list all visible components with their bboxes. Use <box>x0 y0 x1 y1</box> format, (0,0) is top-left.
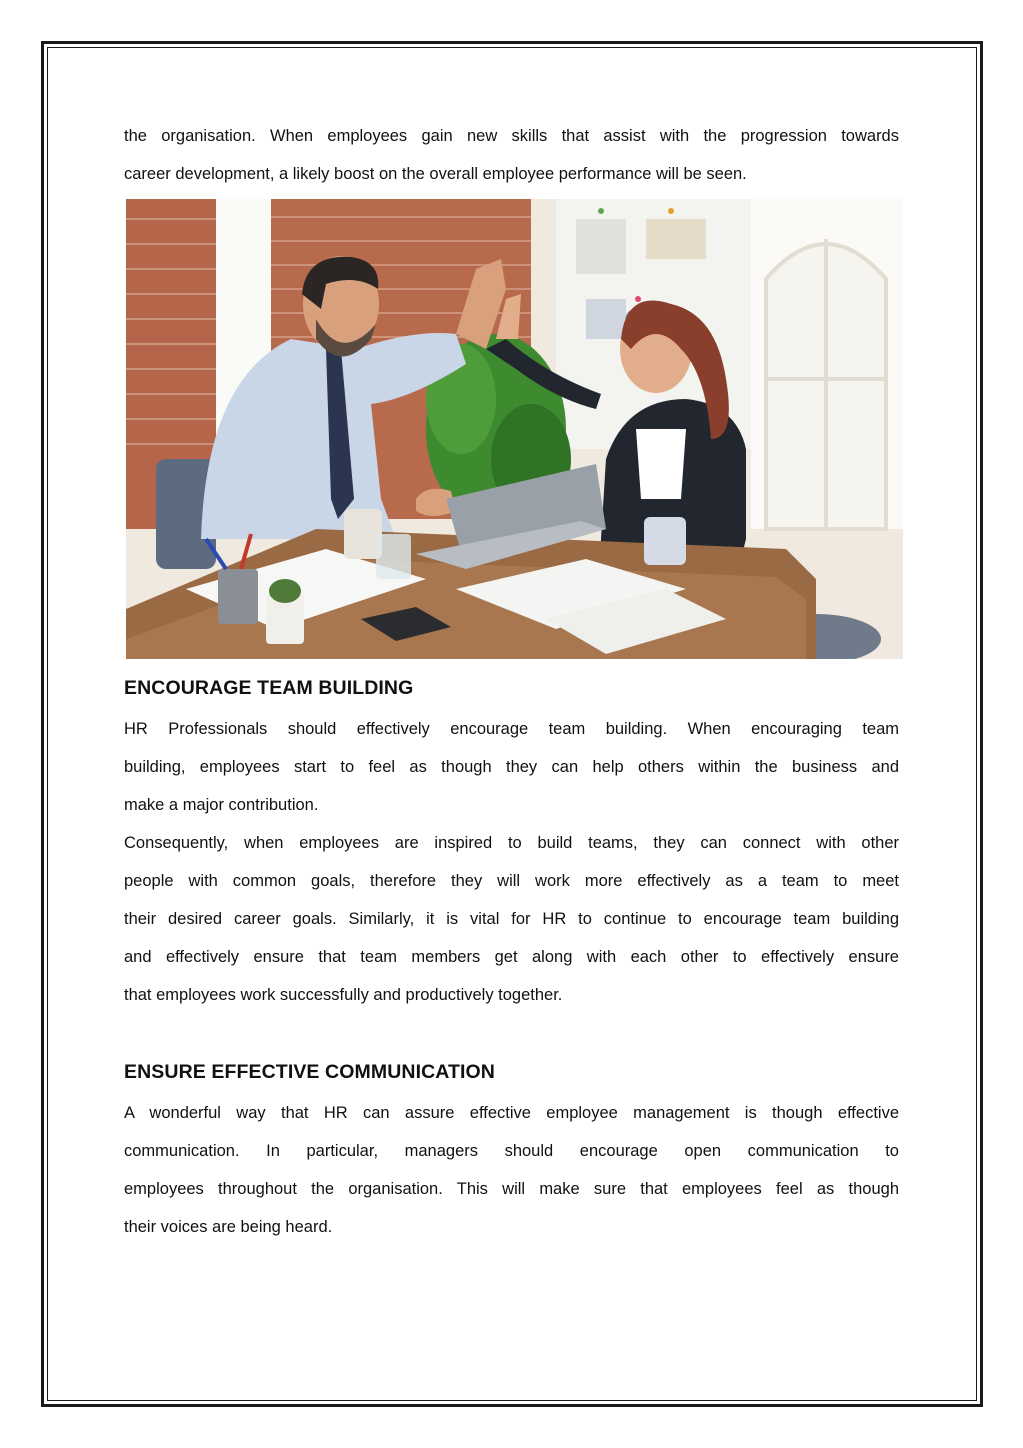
para3-line-3: employees throughout the organisation. This will make sure that employees feel as though <box>124 1180 899 1198</box>
para3-line-1: A wonderful way that HR can assure effective employee management is though effective <box>124 1104 899 1122</box>
para2-line-1: Consequently, when employees are inspired to build teams, they can connect with other <box>124 834 899 852</box>
intro-paragraph <box>124 117 899 193</box>
office-high-five-photo <box>126 199 903 659</box>
section-team-building-body <box>124 710 899 1014</box>
para1-line-1: HR Professionals should effectively encourage team building. When encouraging team <box>124 720 899 738</box>
section-heading-communication: ENSURE EFFECTIVE COMMUNICATION <box>124 1061 495 1083</box>
para2-line-2: people with common goals, therefore they will work more effectively as a team to meet <box>124 872 899 890</box>
para3-line-4: their voices are being heard. <box>124 1218 333 1236</box>
para1-line-2: building, employees start to feel as though they can help others within the business and <box>124 758 899 776</box>
para1-line-3: make a major contribution. <box>124 796 319 814</box>
section-communication-body <box>124 1094 899 1246</box>
para2-line-5: that employees work successfully and productively together. <box>124 986 563 1004</box>
para2-line-3: their desired career goals. Similarly, it is vital for HR to continue to encourage team building <box>124 910 899 928</box>
para2-line-4: and effectively ensure that team members get along with each other to effectively ensure <box>124 948 899 966</box>
intro-line-2: career development, a likely boost on the overall employee performance will be seen. <box>124 165 747 183</box>
section-heading-team-building: ENCOURAGE TEAM BUILDING <box>124 677 414 699</box>
intro-line-1: the organisation. When employees gain new skills that assist with the progression towards <box>124 127 899 145</box>
para3-line-2: communication. In particular, managers should encourage open communication to <box>124 1142 899 1160</box>
